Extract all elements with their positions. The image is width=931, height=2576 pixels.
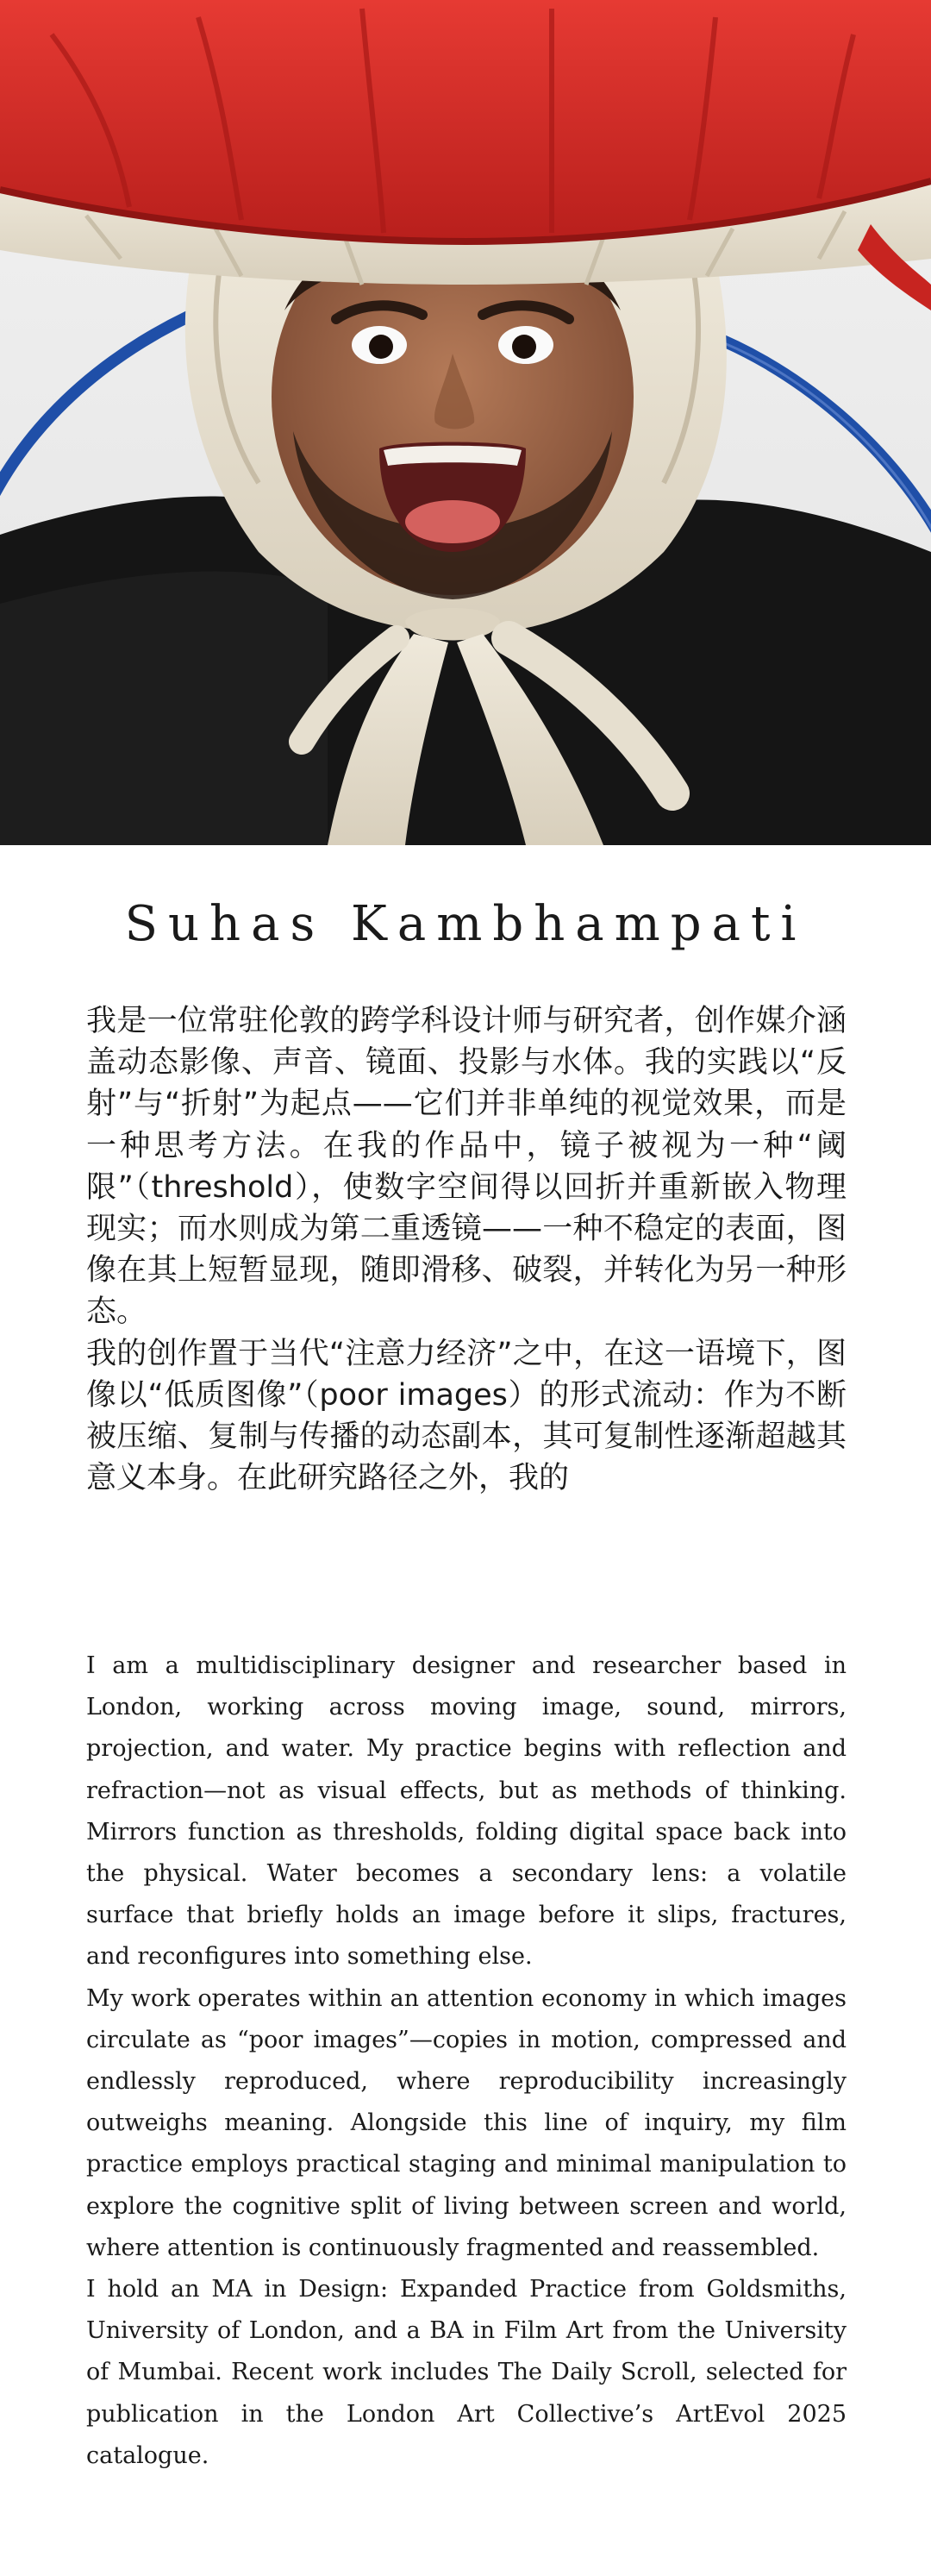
- bio-zh-paragraph-1: 我是一位常驻伦敦的跨学科设计师与研究者，创作媒介涵盖动态影像、声音、镜面、投影与水体。我的实践以“反射”与“折射”为起点——它们并非单纯的视觉效果，而是一种思考方法。在我的作品中，镜子被视为一种“阈限”（threshold），使数字空间得以回折并重新嵌入物理现实；而水则成为第二重透镜——一种不稳定的表面，图像在其上短暂显现，随即滑移、破裂，并转化为另一种形态。: [86, 1004, 847, 1330]
- portrait-photo: [0, 0, 931, 845]
- bio-en-paragraph-2: My work operates within an attention economy in which images circulate as “poor images”—copies in motion, compressed and endlessly reproduced, where reproducibility increasingly outweighs meaning. Alongside this line of inquiry, my film practice employs practical staging and minimal manipulation to explore the cognitive split of living between screen and world, where attention is continuously fragmented and reassembled.: [86, 1984, 847, 2261]
- portrait-illustration: [0, 0, 931, 845]
- bio-zh-paragraph-2: 我的创作置于当代“注意力经济”之中，在这一语境下，图像以“低质图像”（poor images）的形式流动：作为不断被压缩、复制与传播的动态副本，其可复制性逐渐超越其意义本身。在此研究路径之外，我的: [86, 1336, 847, 1496]
- bio-en-paragraph-3: I hold an MA in Design: Expanded Practice from Goldsmiths, University of London, and a BA in Film Art from the University of Mumbai. Recent work includes The Daily Scroll, selected for publication in the London Art Collective’s ArtEvol 2025 catalogue.: [86, 2276, 847, 2469]
- bio-english: [86, 1645, 847, 2477]
- bio-chinese: [86, 1000, 847, 1496]
- bio-en-paragraph-1: I am a multidisciplinary designer and researcher based in London, working across moving image, sound, mirrors, projection, and water. My practice begins with reflection and refraction—not as visual effects, but as methods of thinking. Mirrors function as thresholds, folding digital space back into the physical. Water becomes a secondary lens: a volatile surface that briefly holds an image before it slips, fractures, and reconfigures into something else.: [86, 1652, 847, 1971]
- artist-name: Suhas Kambhampati: [124, 896, 807, 952]
